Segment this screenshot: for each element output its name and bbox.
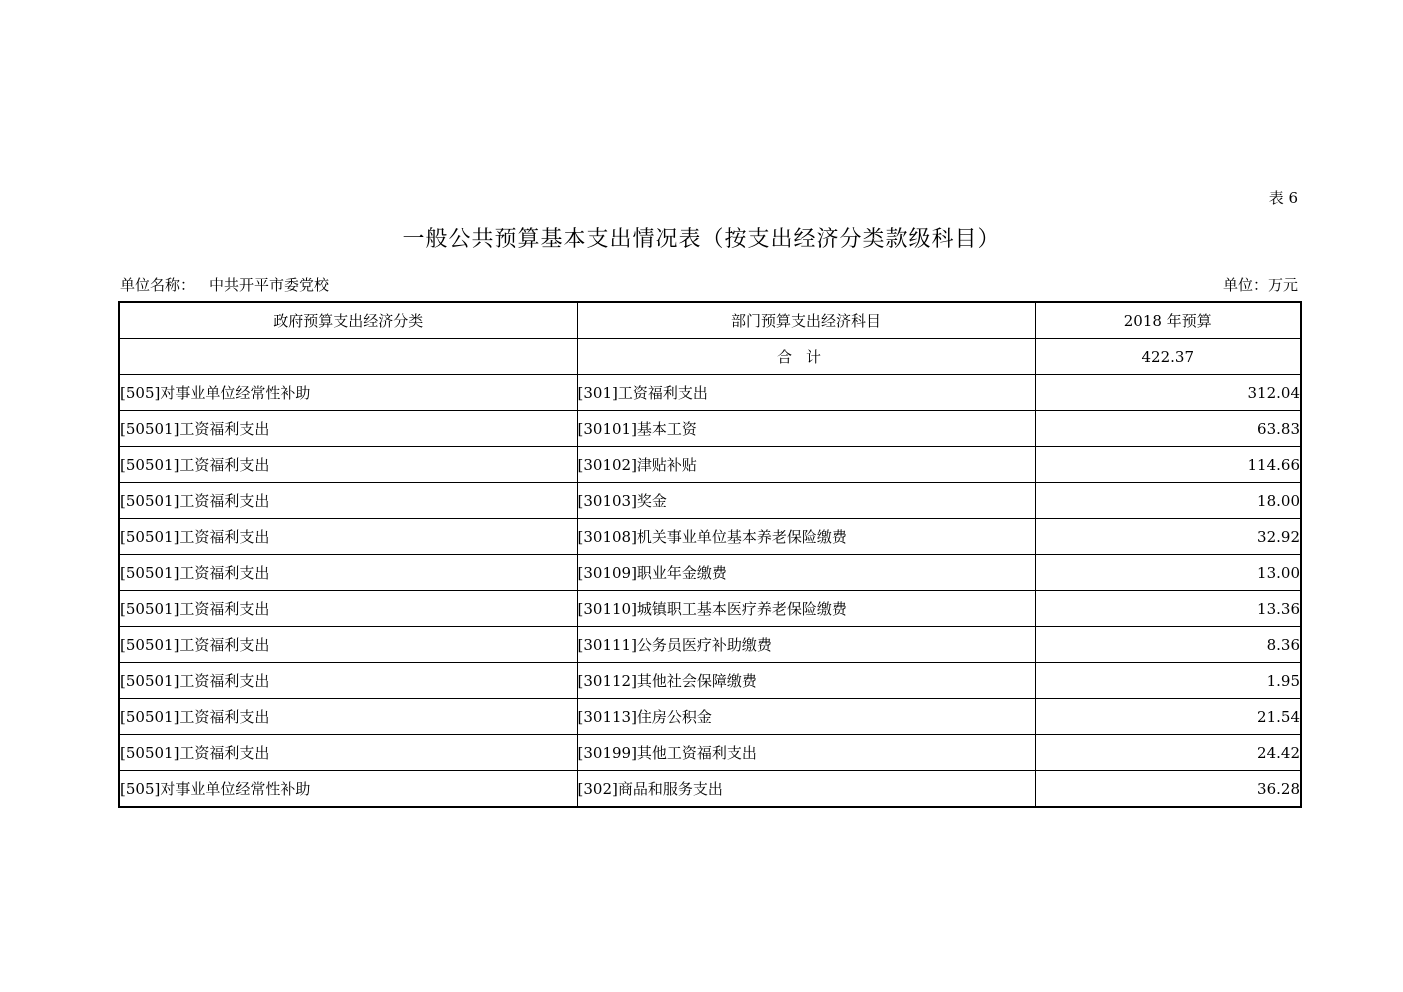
gov-category-cell: [50501]工资福利支出 — [119, 591, 577, 627]
total-value: 422.37 — [1035, 339, 1301, 375]
table-number: 表 6 — [1268, 189, 1298, 207]
budget-amount-cell: 13.36 — [1035, 591, 1301, 627]
header-budget-2018: 2018 年预算 — [1035, 302, 1301, 339]
table-row — [119, 735, 1301, 771]
budget-amount-cell: 18.00 — [1035, 483, 1301, 519]
table-row — [119, 555, 1301, 591]
gov-category-cell: [50501]工资福利支出 — [119, 663, 577, 699]
currency-unit: 单位：万元 — [1222, 276, 1298, 294]
header-row — [119, 302, 1301, 339]
total-empty-cell — [119, 339, 577, 375]
budget-amount-cell: 1.95 — [1035, 663, 1301, 699]
total-label: 合计 — [577, 339, 1035, 375]
dept-subject-cell: [302]商品和服务支出 — [577, 771, 1035, 808]
dept-subject-cell: [30199]其他工资福利支出 — [577, 735, 1035, 771]
dept-subject-cell: [30101]基本工资 — [577, 411, 1035, 447]
meta-row — [120, 274, 1298, 294]
table-row — [119, 771, 1301, 808]
gov-category-cell: [50501]工资福利支出 — [119, 699, 577, 735]
dept-subject-cell: [30103]奖金 — [577, 483, 1035, 519]
budget-table — [118, 301, 1302, 808]
budget-amount-cell: 312.04 — [1035, 375, 1301, 411]
unit-name-block — [120, 274, 329, 295]
dept-subject-cell: [30113]住房公积金 — [577, 699, 1035, 735]
table-row — [119, 375, 1301, 411]
table-row — [119, 411, 1301, 447]
table-row — [119, 519, 1301, 555]
budget-amount-cell: 32.92 — [1035, 519, 1301, 555]
gov-category-cell: [505]对事业单位经常性补助 — [119, 375, 577, 411]
table-row — [119, 447, 1301, 483]
dept-subject-cell: [30112]其他社会保障缴费 — [577, 663, 1035, 699]
table-row — [119, 627, 1301, 663]
gov-category-cell: [50501]工资福利支出 — [119, 735, 577, 771]
header-gov-category: 政府预算支出经济分类 — [119, 302, 577, 339]
gov-category-cell: [50501]工资福利支出 — [119, 519, 577, 555]
dept-subject-cell: [301]工资福利支出 — [577, 375, 1035, 411]
dept-subject-cell: [30102]津贴补贴 — [577, 447, 1035, 483]
dept-subject-cell: [30108]机关事业单位基本养老保险缴费 — [577, 519, 1035, 555]
page-title: 一般公共预算基本支出情况表（按支出经济分类款级科目） — [402, 227, 1001, 252]
budget-amount-cell: 114.66 — [1035, 447, 1301, 483]
dept-subject-cell: [30110]城镇职工基本医疗养老保险缴费 — [577, 591, 1035, 627]
gov-category-cell: [505]对事业单位经常性补助 — [119, 771, 577, 808]
budget-amount-cell: 13.00 — [1035, 555, 1301, 591]
budget-amount-cell: 21.54 — [1035, 699, 1301, 735]
dept-subject-cell: [30109]职业年金缴费 — [577, 555, 1035, 591]
total-row — [119, 339, 1301, 375]
budget-amount-cell: 24.42 — [1035, 735, 1301, 771]
unit-name-value: 中共开平市委党校 — [209, 276, 330, 294]
gov-category-cell: [50501]工资福利支出 — [119, 447, 577, 483]
table-row — [119, 699, 1301, 735]
table-row — [119, 591, 1301, 627]
budget-amount-cell: 8.36 — [1035, 627, 1301, 663]
gov-category-cell: [50501]工资福利支出 — [119, 555, 577, 591]
budget-amount-cell: 36.28 — [1035, 771, 1301, 808]
header-dept-subject: 部门预算支出经济科目 — [577, 302, 1035, 339]
gov-category-cell: [50501]工资福利支出 — [119, 627, 577, 663]
table-row — [119, 663, 1301, 699]
gov-category-cell: [50501]工资福利支出 — [119, 483, 577, 519]
budget-amount-cell: 63.83 — [1035, 411, 1301, 447]
table-row — [119, 483, 1301, 519]
dept-subject-cell: [30111]公务员医疗补助缴费 — [577, 627, 1035, 663]
unit-name-label: 单位名称： — [120, 276, 196, 294]
gov-category-cell: [50501]工资福利支出 — [119, 411, 577, 447]
